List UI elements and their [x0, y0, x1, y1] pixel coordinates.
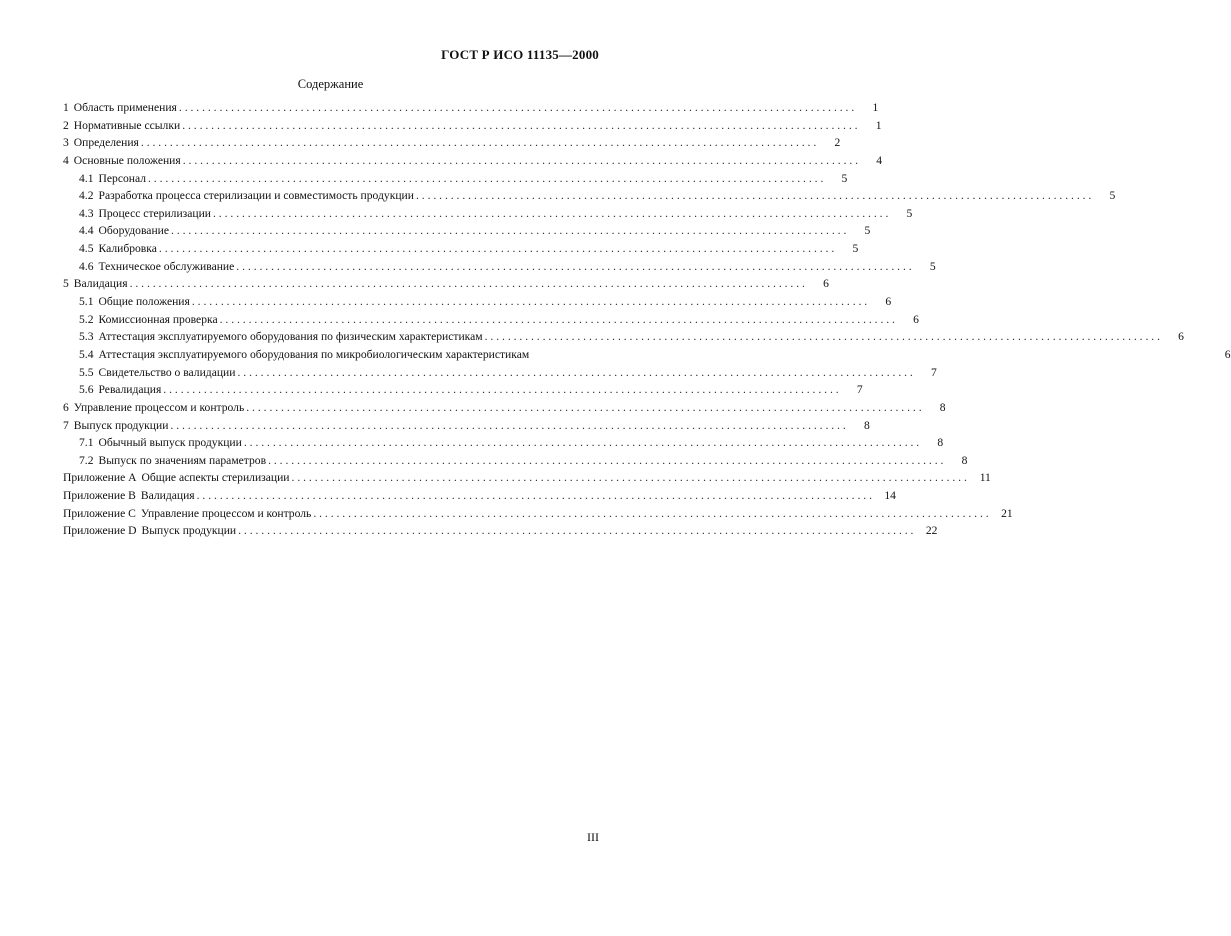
toc-entry: [63, 224, 871, 242]
toc-entry-title: Область применения: [73, 101, 177, 114]
page-number: III: [587, 830, 599, 844]
toc-leader-dots: [244, 436, 919, 449]
toc-entry-title: Общие положения: [98, 295, 190, 309]
toc-leader-dots: [485, 330, 1160, 343]
toc-entry-title: Персонал: [98, 171, 146, 185]
toc-entry-title: Аттестация эксплуатируемого оборудования по физическим характеристикам: [98, 330, 483, 344]
toc-leader-dots: [171, 224, 846, 237]
toc-entry-page: 1: [875, 118, 882, 132]
toc-entry-page: 11: [979, 471, 991, 485]
toc-entry-number: 4.3: [79, 206, 94, 220]
toc-entry-title: Управление процессом и контроль: [140, 506, 312, 520]
toc-entry-number: 4.2: [79, 189, 94, 203]
toc-leader-dots: [246, 401, 921, 414]
toc-entry-page: 8: [863, 418, 870, 432]
toc-entry: [63, 436, 944, 454]
toc-entry: [63, 206, 913, 225]
toc-entry-title: Техническое обслуживание: [98, 259, 235, 273]
toc-leader-dots: [220, 313, 895, 326]
toc-entry-number: 3: [63, 136, 69, 150]
toc-entry-page: 14: [884, 489, 896, 503]
toc-entry-title: Нормативные ссылки: [73, 118, 181, 132]
toc-entry-title: Ревалидация: [98, 383, 162, 397]
toc-entry-title: Выпуск продукции: [141, 524, 237, 538]
toc-entry-title: Валидация: [73, 277, 128, 291]
toc-entry-number: 5.2: [79, 312, 94, 326]
toc-entry-title: Разработка процесса стерилизации и совместимость продукции: [98, 189, 414, 203]
toc-leader-dots: [268, 454, 943, 467]
toc-entry-title: Калибровка: [98, 242, 157, 256]
toc-leader-dots: [141, 136, 816, 149]
toc-leader-dots: [237, 366, 912, 379]
toc-entry-number: 4.1: [79, 171, 94, 185]
toc-entry: [63, 101, 879, 119]
toc-leader-dots: [238, 524, 913, 537]
toc-leader-dots: [416, 189, 1091, 202]
toc-entry-number: 7: [63, 418, 69, 432]
toc-entry-title: Процесс стерилизации: [98, 206, 211, 220]
toc-leader-dots: [313, 507, 988, 520]
toc-leader-dots: [292, 471, 967, 484]
toc-leader-dots: [148, 172, 823, 185]
toc-entry-number: 1: [63, 101, 69, 114]
toc-entry-number: Приложение С: [63, 506, 136, 520]
toc-entry-page: 6: [885, 295, 892, 309]
toc-entry-number: 5.1: [79, 295, 94, 309]
toc-entry: [63, 242, 859, 260]
toc-leader-dots: [159, 242, 834, 255]
toc-leader-dots: [236, 260, 911, 273]
toc-entry-title: Комиссионная проверка: [98, 312, 218, 326]
toc-entry-number: 4.6: [79, 259, 94, 273]
toc-leader-dots: [213, 207, 888, 220]
toc-entry-page: 6: [823, 277, 829, 291]
toc-entry-number: 4.5: [79, 242, 94, 256]
toc-entry: [63, 506, 1013, 525]
toc-entry-page: 4: [876, 153, 883, 167]
document-code: ГОСТ Р ИСО 11135—2000: [441, 47, 599, 62]
toc-entry-number: 5.3: [79, 330, 94, 344]
toc-entry-number: 6: [63, 400, 69, 414]
toc-leader-dots: [197, 489, 872, 502]
toc-entry-page: 5: [906, 206, 913, 220]
toc-entry-title: Управление процессом и контроль: [73, 400, 245, 414]
toc-entry-page: 6: [1178, 330, 1184, 344]
toc-entry-title: Выпуск продукции: [73, 418, 169, 432]
toc-entry-page: 7: [931, 365, 937, 379]
toc-leader-dots: [130, 277, 805, 290]
toc-entry: [63, 453, 968, 472]
toc-entry: [63, 295, 892, 313]
toc-entry-page: 6: [913, 312, 919, 326]
toc-entry: [63, 312, 919, 331]
toc-entry-number: 5: [63, 277, 69, 291]
toc-entry-page: 5: [852, 242, 859, 256]
toc-entry-page: 8: [961, 453, 968, 467]
toc-entry-number: Приложение А: [63, 471, 137, 485]
toc-entry-number: 5.6: [79, 383, 94, 397]
toc-leader-dots: [163, 383, 838, 396]
toc-entry-title: Оборудование: [98, 224, 169, 238]
toc-entry-title: Аттестация эксплуатируемого оборудования по микробиологическим характеристикам: [98, 347, 530, 361]
toc-leader-dots: [179, 101, 854, 114]
toc-entry-number: 2: [63, 118, 69, 132]
toc-entry-page: 6: [1224, 347, 1231, 361]
toc-entry-page: 22: [925, 524, 938, 538]
toc-entry: [63, 277, 829, 295]
toc-leader-dots: [192, 295, 867, 308]
toc-entry: [63, 365, 937, 384]
toc-entry-page: 5: [841, 171, 848, 185]
toc-entry: [63, 418, 870, 437]
toc-entry-number: 7.2: [79, 453, 94, 467]
toc-entry-page: 5: [864, 224, 871, 238]
toc-entry: [63, 118, 882, 137]
toc-entry-page: 7: [856, 383, 863, 397]
toc-entry-number: 5.4: [79, 347, 94, 361]
toc-entry: [63, 153, 883, 172]
toc-entry-page: 5: [1109, 189, 1116, 203]
toc-entry-title: Основные положения: [73, 153, 181, 167]
toc-entry: [63, 400, 946, 419]
table-of-contents: [63, 101, 1231, 542]
toc-leader-dots: [183, 154, 858, 167]
toc-entry-page: 2: [834, 136, 841, 150]
toc-entry: [63, 471, 991, 489]
toc-entry-page: 8: [937, 436, 944, 450]
toc-entry: [63, 136, 841, 154]
toc-entry: [63, 347, 1231, 366]
toc-entry: [63, 189, 1116, 207]
toc-entry: [63, 524, 938, 542]
toc-entry-title: Свидетельство о валидации: [98, 365, 236, 379]
toc-entry-number: 4: [63, 153, 69, 167]
toc-entry: [63, 171, 848, 190]
toc-entry-page: 8: [939, 400, 946, 414]
toc-entry-page: 1: [872, 101, 879, 114]
toc-title: Содержание: [297, 77, 364, 91]
toc-entry: [63, 383, 863, 401]
toc-entry-title: Обычный выпуск продукции: [98, 436, 242, 450]
toc-entry-title: Определения: [73, 136, 139, 150]
toc-entry-title: Общие аспекты стерилизации: [141, 471, 290, 485]
toc-entry: [63, 489, 896, 507]
toc-entry: [63, 330, 1184, 348]
toc-entry-title: Выпуск по значениям параметров: [98, 453, 267, 467]
toc-entry-number: 4.4: [79, 224, 94, 238]
toc-entry-number: 7.1: [79, 436, 94, 450]
toc-entry-title: Валидация: [140, 489, 195, 503]
toc-leader-dots: [182, 119, 857, 132]
toc-entry-number: Приложение D: [63, 524, 137, 538]
toc-entry-page: 21: [1001, 506, 1013, 520]
toc-entry: [63, 259, 936, 278]
toc-entry-number: Приложение В: [63, 489, 136, 503]
toc-entry-page: 5: [929, 259, 936, 273]
toc-leader-dots: [170, 419, 845, 432]
toc-entry-number: 5.5: [79, 365, 94, 379]
